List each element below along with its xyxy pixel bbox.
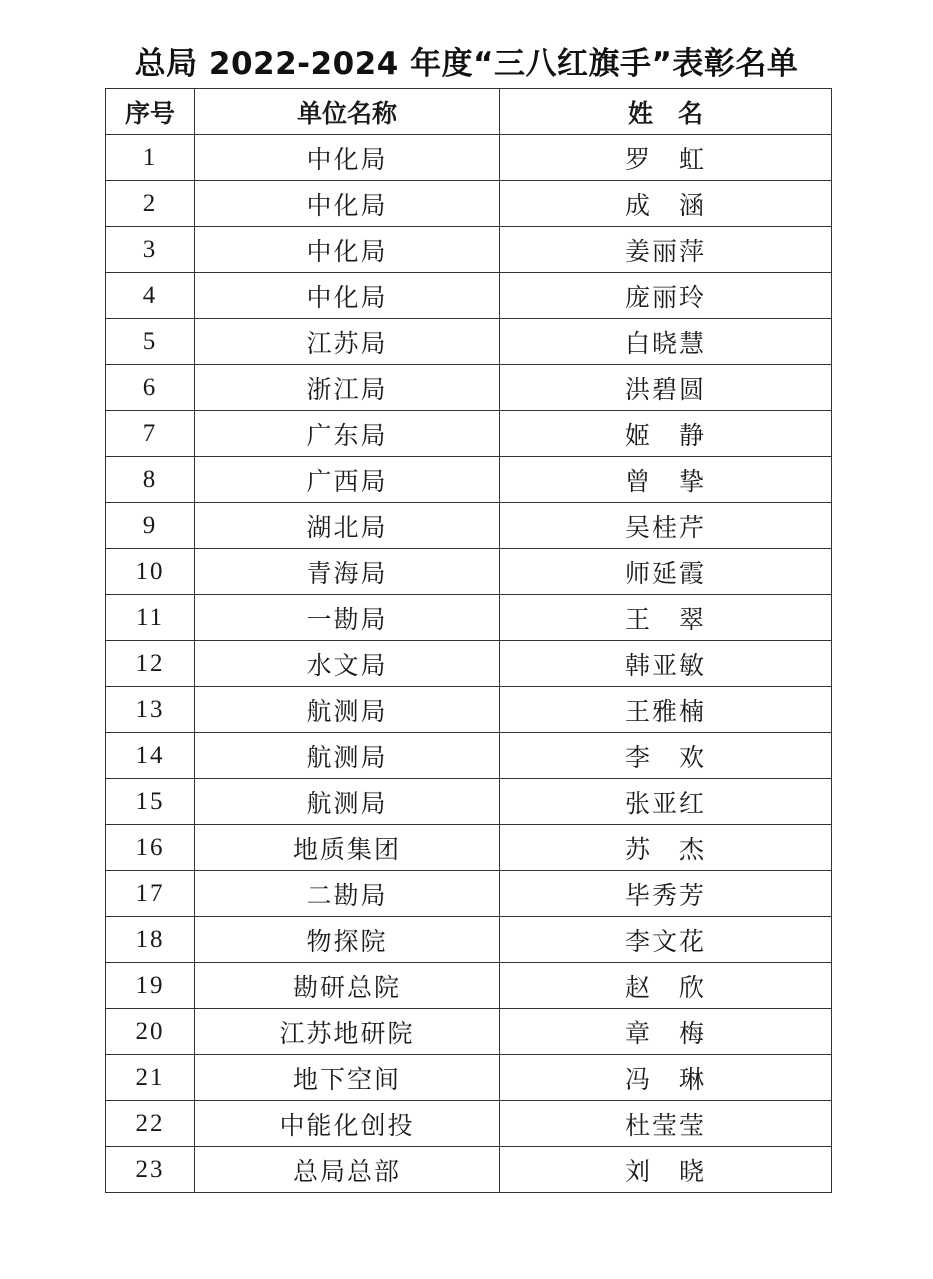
person-name-cell: 李文花 xyxy=(500,917,832,963)
serial-number-cell: 14 xyxy=(106,733,195,779)
table-row xyxy=(106,457,832,503)
unit-name-cell: 浙江局 xyxy=(195,365,500,411)
table-row xyxy=(106,825,832,871)
unit-name-cell: 中化局 xyxy=(195,135,500,181)
serial-number-cell: 12 xyxy=(106,641,195,687)
table-row xyxy=(106,1147,832,1193)
table-row xyxy=(106,733,832,779)
unit-name-cell: 勘研总院 xyxy=(195,963,500,1009)
unit-name-cell: 物探院 xyxy=(195,917,500,963)
unit-name-cell: 航测局 xyxy=(195,687,500,733)
serial-number-cell: 20 xyxy=(106,1009,195,1055)
person-name-cell: 白晓慧 xyxy=(500,319,832,365)
person-name-cell: 师延霞 xyxy=(500,549,832,595)
unit-name-cell: 水文局 xyxy=(195,641,500,687)
table-row xyxy=(106,917,832,963)
person-name-cell: 罗 虹 xyxy=(500,135,832,181)
unit-name-cell: 航测局 xyxy=(195,733,500,779)
unit-name-cell: 江苏地研院 xyxy=(195,1009,500,1055)
serial-number-cell: 9 xyxy=(106,503,195,549)
person-name-cell: 章 梅 xyxy=(500,1009,832,1055)
table-row xyxy=(106,963,832,1009)
person-name-cell: 姜丽萍 xyxy=(500,227,832,273)
serial-number-cell: 8 xyxy=(106,457,195,503)
header-person-name: 姓 名 xyxy=(500,89,832,135)
serial-number-cell: 5 xyxy=(106,319,195,365)
unit-name-cell: 航测局 xyxy=(195,779,500,825)
serial-number-cell: 6 xyxy=(106,365,195,411)
table-row xyxy=(106,365,832,411)
serial-number-cell: 1 xyxy=(106,135,195,181)
person-name-cell: 毕秀芳 xyxy=(500,871,832,917)
table-row xyxy=(106,1009,832,1055)
person-name-cell: 赵 欣 xyxy=(500,963,832,1009)
serial-number-cell: 16 xyxy=(106,825,195,871)
page-title: 总局 2022-2024 年度“三八红旗手”表彰名单 xyxy=(134,46,799,82)
table-row xyxy=(106,687,832,733)
table-row xyxy=(106,1101,832,1147)
table-row xyxy=(106,779,832,825)
person-name-cell: 韩亚敏 xyxy=(500,641,832,687)
serial-number-cell: 22 xyxy=(106,1101,195,1147)
unit-name-cell: 湖北局 xyxy=(195,503,500,549)
serial-number-cell: 15 xyxy=(106,779,195,825)
serial-number-cell: 17 xyxy=(106,871,195,917)
person-name-cell: 张亚红 xyxy=(500,779,832,825)
person-name-cell: 李 欢 xyxy=(500,733,832,779)
unit-name-cell: 中化局 xyxy=(195,227,500,273)
serial-number-cell: 23 xyxy=(106,1147,195,1193)
person-name-cell: 王 翠 xyxy=(500,595,832,641)
person-name-cell: 刘 晓 xyxy=(500,1147,832,1193)
person-name-cell: 冯 琳 xyxy=(500,1055,832,1101)
table-row xyxy=(106,135,832,181)
unit-name-cell: 总局总部 xyxy=(195,1147,500,1193)
table-row xyxy=(106,641,832,687)
serial-number-cell: 19 xyxy=(106,963,195,1009)
table-row xyxy=(106,595,832,641)
table-body xyxy=(106,135,832,1193)
serial-number-cell: 10 xyxy=(106,549,195,595)
serial-number-cell: 21 xyxy=(106,1055,195,1101)
person-name-cell: 杜莹莹 xyxy=(500,1101,832,1147)
person-name-cell: 成 涵 xyxy=(500,181,832,227)
person-name-cell: 姬 静 xyxy=(500,411,832,457)
serial-number-cell: 7 xyxy=(106,411,195,457)
unit-name-cell: 地下空间 xyxy=(195,1055,500,1101)
serial-number-cell: 2 xyxy=(106,181,195,227)
person-name-cell: 吴桂芹 xyxy=(500,503,832,549)
person-name-cell: 苏 杰 xyxy=(500,825,832,871)
honor-roster-table xyxy=(105,88,832,1193)
table-row xyxy=(106,273,832,319)
header-serial-number: 序号 xyxy=(106,89,195,135)
table-header-row xyxy=(106,89,832,135)
person-name-cell: 曾 挚 xyxy=(500,457,832,503)
table-row xyxy=(106,181,832,227)
unit-name-cell: 中化局 xyxy=(195,181,500,227)
table-row xyxy=(106,503,832,549)
table-row xyxy=(106,227,832,273)
unit-name-cell: 二勘局 xyxy=(195,871,500,917)
unit-name-cell: 广西局 xyxy=(195,457,500,503)
unit-name-cell: 青海局 xyxy=(195,549,500,595)
serial-number-cell: 13 xyxy=(106,687,195,733)
serial-number-cell: 11 xyxy=(106,595,195,641)
serial-number-cell: 4 xyxy=(106,273,195,319)
serial-number-cell: 18 xyxy=(106,917,195,963)
unit-name-cell: 中能化创投 xyxy=(195,1101,500,1147)
unit-name-cell: 一勘局 xyxy=(195,595,500,641)
header-unit-name: 单位名称 xyxy=(195,89,500,135)
unit-name-cell: 中化局 xyxy=(195,273,500,319)
table-row xyxy=(106,319,832,365)
serial-number-cell: 3 xyxy=(106,227,195,273)
table-row xyxy=(106,549,832,595)
unit-name-cell: 江苏局 xyxy=(195,319,500,365)
person-name-cell: 王雅楠 xyxy=(500,687,832,733)
unit-name-cell: 地质集团 xyxy=(195,825,500,871)
person-name-cell: 庞丽玲 xyxy=(500,273,832,319)
table-row xyxy=(106,411,832,457)
unit-name-cell: 广东局 xyxy=(195,411,500,457)
table-row xyxy=(106,1055,832,1101)
person-name-cell: 洪碧圆 xyxy=(500,365,832,411)
table-row xyxy=(106,871,832,917)
